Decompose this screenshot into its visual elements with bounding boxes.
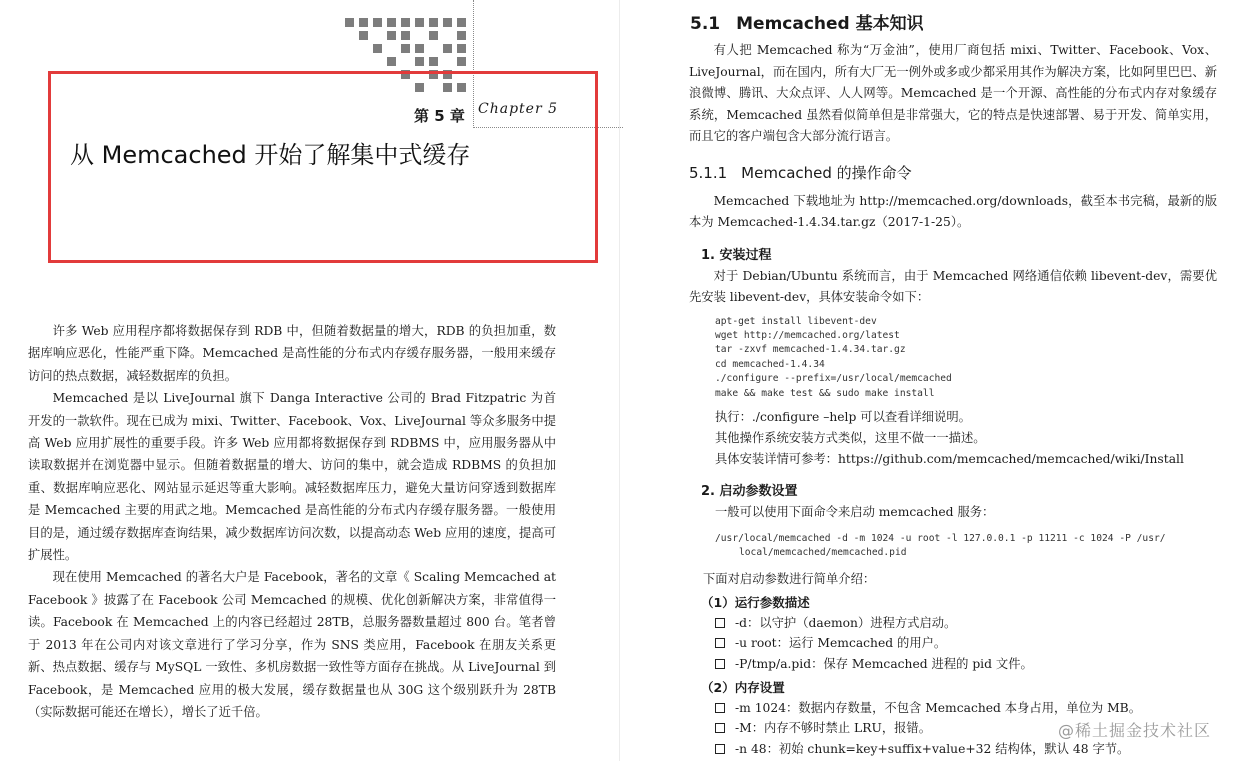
checkbox-bullet-icon xyxy=(715,723,725,733)
code-line: cd memcached-1.4.34 xyxy=(715,358,825,370)
list-item-text: -n 48：初始 chunk=key+suffix+value+32 结构体，默认 48 字节。 xyxy=(735,741,1130,756)
checkbox-bullet-icon xyxy=(715,659,725,669)
code-line: tar -zxvf memcached-1.4.34.tar.gz xyxy=(715,344,906,356)
chapter-title: 从 Memcached 开始了解集中式缓存 xyxy=(70,141,471,169)
list-item-text: -P/tmp/a.pid：保存 Memcached 进程的 pid 文件。 xyxy=(735,656,1033,671)
code-line: apt-get install libevent-dev xyxy=(715,315,877,327)
checkbox-bullet-icon xyxy=(715,744,725,754)
list-item-text: -u root：运行 Memcached 的用户。 xyxy=(735,636,947,651)
install-heading: 1. 安装过程 xyxy=(701,247,772,263)
params-intro: 下面对启动参数进行简单介绍： xyxy=(703,571,876,586)
params-heading: 2. 启动参数设置 xyxy=(701,483,798,499)
start-command-block xyxy=(715,532,1217,561)
list-item-text: -m 1024：数据内存数量，不包含 Memcached 本身占用，单位为 MB。 xyxy=(735,700,1142,715)
chapter-intro-body xyxy=(28,320,556,723)
install-note: 其他操作系统安装方式类似，这里不做一一描述。 xyxy=(715,430,986,445)
code-line: wget http://memcached.org/latest xyxy=(715,329,900,341)
list-item xyxy=(715,633,1217,654)
install-note: 执行：./configure –help 可以查看详细说明。 xyxy=(715,409,971,424)
code-line: ./configure --prefix=/usr/local/memcached xyxy=(715,373,952,385)
code-line: /usr/local/memcached -d -m 1024 -u root -l 127.0.0.1 -p 11211 -c 1024 -P /usr/ xyxy=(715,532,1166,544)
subsection-title: Memcached 的操作命令 xyxy=(741,163,912,182)
paragraph: Memcached 是以 LiveJournal 旗下 Danga Interactive 公司的 Brad Fitzpatric 为首开发的一款软件。现在已成为 mixi、Twitter、Facebook、Vox、LiveJournal 等众多服务中提高 Web 应用扩展性的重要手段。许多 Web 应用都将数据保存到 RDBMS 中，应用服务器从中读取数据并在浏览器中显示。但随着数据量的增大、访问的集中，就会造成 RDBMS 的负担加重、数据库响应恶化、网站显示延迟等重大影响。减轻数据库压力，避免大量访问穿透到数据库是 Memcached 主要的用武之地。Memcached 是高性能的分布式内存缓存服务器。一般使用目的是，通过缓存数据库查询结果，减少数据库访问次数，以提高动态 Web 应用的速度，提高可扩展性。 xyxy=(28,391,556,563)
section-number: 5.1 xyxy=(690,14,721,34)
list-item-text: -d：以守护（daemon）进程方式启动。 xyxy=(735,615,957,630)
checkbox-bullet-icon xyxy=(715,618,725,628)
section-content xyxy=(689,40,1217,759)
params-paragraph: 一般可以使用下面命令来启动 memcached 服务： xyxy=(715,504,995,519)
right-page xyxy=(620,0,1240,761)
run-params-heading: （1）运行参数描述 xyxy=(701,594,810,610)
install-paragraph: 对于 Debian/Ubuntu 系统而言，由于 Memcached 网络通信依赖 libevent-dev，需要优先安装 libevent-dev，具体安装命令如下： xyxy=(689,268,1217,304)
list-item xyxy=(715,654,1217,675)
section-heading xyxy=(690,9,924,34)
subsection-heading xyxy=(689,162,1217,183)
list-item xyxy=(715,613,1217,634)
section-title: Memcached 基本知识 xyxy=(736,14,924,34)
paragraph: 现在使用 Memcached 的著名大户是 Facebook，著名的文章《 Scaling Memcached at Facebook 》披露了在 Facebook 公司 Memcached 的规模、优化创新解决方案，非常值得一读。Facebook 在 Memcached 上的内容已经超过 28TB，总服务器数量超过 800 台。笔者曾于 2013 年在公司内对该文章进行了学习分享，作为 SNS 类应用，Facebook 在朋友关系更新、热点数据、缓存与 MySQL 一致性、多机房数据一致性等方面存在挑战。从 LiveJournal 到 Facebook，是 Memcached 应用的极大发展，缓存数据量也从 30G 这个级别跃升为 28TB（实际数据可能还在增长），增长了近千倍。 xyxy=(28,570,556,719)
list-item xyxy=(715,739,1217,760)
install-note: 具体安装详情可参考：https://github.com/memcached/memcached/wiki/Install xyxy=(715,451,1184,466)
intro-paragraph: 有人把 Memcached 称为“万金油”，使用厂商包括 mixi、Twitter、Facebook、Vox、LiveJournal，而在国内，所有大厂无一例外或多或少都采用其作为解决方案，比如阿里巴巴、新浪微博、腾讯、大众点评、人人网等。Memcached 是一个开源、高性能的分布式内存对象缓存系统，Memcached 虽然看似简单但是非常强大，它的特点是快速部署、易于开发、简单实用，而且它的客户端包含大部分流行语言。 xyxy=(689,43,1217,143)
checkbox-bullet-icon xyxy=(715,638,725,648)
code-line: make && make test && sudo make install xyxy=(715,387,935,399)
subsection-number: 5.1.1 xyxy=(689,163,728,182)
code-line: local/memcached/memcached.pid xyxy=(739,547,907,559)
chapter-number: 第 5 章 xyxy=(414,107,465,125)
checkbox-bullet-icon xyxy=(715,703,725,713)
watermark: @稀土掘金技术社区 xyxy=(1058,721,1212,740)
chapter-script-logo: Chapter 5 xyxy=(478,101,558,117)
memory-params-heading: （2）内存设置 xyxy=(701,679,785,695)
list-item xyxy=(715,698,1217,719)
download-paragraph: Memcached 下载地址为 http://memcached.org/downloads，截至本书完稿，最新的版本为 Memcached-1.4.34.tar.gz（2017-1-25）。 xyxy=(689,193,1217,229)
list-item-text: -M：内存不够时禁止 LRU，报错。 xyxy=(735,721,932,736)
paragraph: 许多 Web 应用程序都将数据保存到 RDB 中，但随着数据量的增大，RDB 的负担加重，数据库响应恶化，性能严重下降。Memcached 是高性能的分布式内存缓存服务器，一般用来缓存访问的热点数据，减轻数据库的负担。 xyxy=(28,324,556,383)
install-code-block xyxy=(715,315,1217,401)
